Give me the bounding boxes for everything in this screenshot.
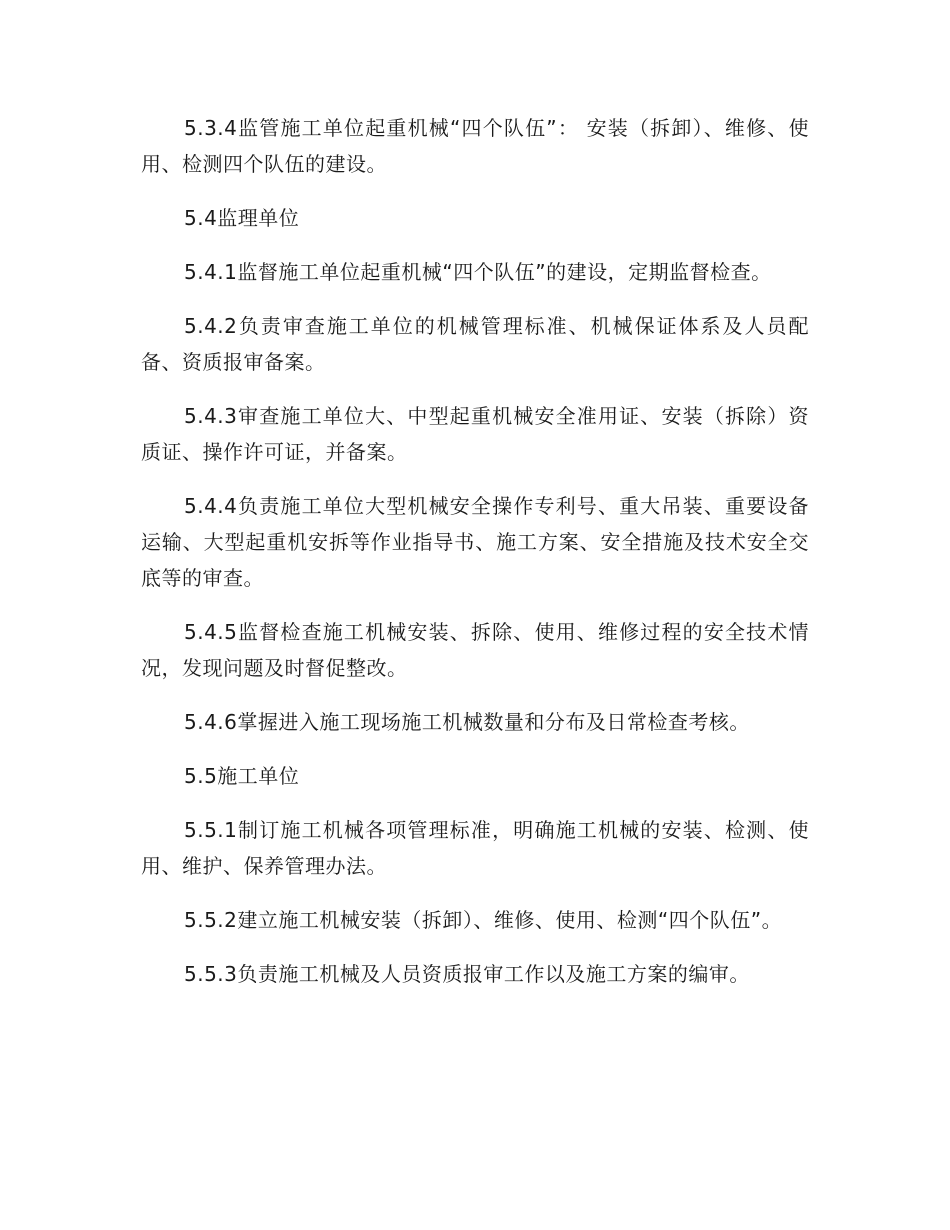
paragraph-5-5-3: 5.5.3负责施工机械及人员资质报审工作以及施工方案的编审。 [184,962,750,986]
paragraph-5-4-3: 5.4.3审查施工单位大、中型起重机械安全准用证、安装（拆除）资质证、操作许可证，并备案。 [141,404,809,464]
section-heading-5-4: 5.4监理单位 [184,206,300,230]
paragraph-5-4-1: 5.4.1监督施工单位起重机械“四个队伍”的建设，定期监督检查。 [184,260,772,284]
paragraph-5-4-6: 5.4.6掌握进入施工现场施工机械数量和分布及日常检查考核。 [184,710,750,734]
paragraph-5-4-2: 5.4.2负责审查施工单位的机械管理标准、机械保证体系及人员配备、资质报审备案。 [141,314,809,374]
paragraph-5-5-2: 5.5.2建立施工机械安装（拆卸）、维修、使用、检测“四个队伍”。 [184,908,783,932]
paragraph-5-4-5: 5.4.5监督检查施工机械安装、拆除、使用、维修过程的安全技术情况，发现问题及时督促整改。 [141,620,809,680]
document-body [141,110,809,1010]
paragraph-5-5-1: 5.5.1制订施工机械各项管理标准，明确施工机械的安装、检测、使用、维护、保养管理办法。 [141,818,809,878]
paragraph-5-3-4: 5.3.4监管施工单位起重机械“四个队伍”： 安装（拆卸）、维修、使用、检测四个队伍的建设。 [141,116,809,176]
section-heading-5-5: 5.5施工单位 [184,764,300,788]
paragraph-5-4-4: 5.4.4负责施工单位大型机械安全操作专利号、重大吊装、重要设备运输、大型起重机安拆等作业指导书、施工方案、安全措施及技术安全交底等的审查。 [141,494,809,590]
